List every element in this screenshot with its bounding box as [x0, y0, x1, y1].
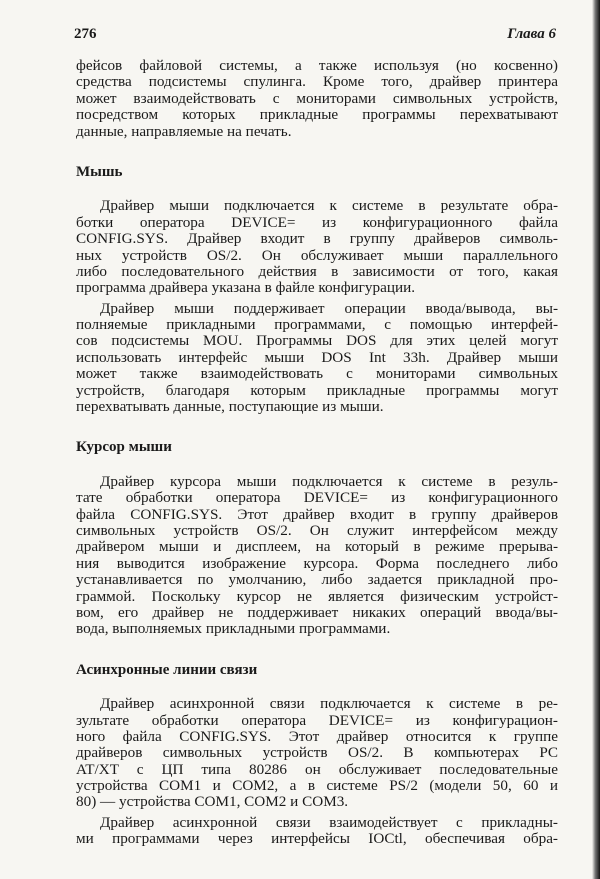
page-spine-edge: [592, 0, 600, 879]
text-line: устройств, благодаря которым прикладные программы могут: [76, 382, 558, 399]
text-line: драйвером мыши и дисплеем, на который в режиме прерыва-: [76, 539, 558, 556]
text-line: символьных устройств OS/2. Он служит интерфейсом между: [76, 522, 558, 539]
text-line: фейсов файловой системы, а также используя (но косвенно): [76, 58, 558, 74]
text-line: либо последовательного действия в зависимости от того, какая: [76, 263, 558, 280]
section-heading-async: Асинхронные линии связи: [76, 661, 258, 678]
text-line: перехватывать данные, поступающие из мыши.: [76, 399, 384, 416]
intro-paragraph: [76, 58, 558, 140]
page-number: 276: [74, 26, 97, 42]
text-line: вом, его драйвер не поддерживает никаких операций ввода/вы-: [76, 604, 558, 621]
text-line: Драйвер асинхронной связи взаимодействует с прикладны-: [100, 814, 558, 831]
text-line: может взаимодействовать с мониторами символьных устройств,: [76, 90, 558, 107]
text-line: Драйвер мыши поддерживает операции ввода/вывода, вы-: [100, 300, 558, 317]
section-heading-mouse: Мышь: [76, 163, 123, 180]
text-line: данные, направляемые на печать.: [76, 123, 292, 140]
cursor-paragraph-1: [76, 474, 558, 638]
text-line: Драйвер асинхронной связи подключается к системе в ре-: [100, 696, 558, 713]
text-line: тате обработки оператора DEVICE= из конфигурационного: [76, 490, 558, 507]
mouse-paragraph-1: [76, 198, 558, 296]
text-line: может также взаимодействовать с мониторами символьных: [76, 366, 558, 383]
text-line: средства подсистемы спулинга. Кроме того, драйвер принтера: [76, 74, 558, 91]
text-line: граммой. Поскольку курсор не является физическим устройст-: [76, 588, 558, 605]
text-line: использовать интерфейс мыши DOS Int 33h. Драйвер мыши: [76, 349, 558, 366]
page-body: [76, 58, 558, 848]
text-line: 80) — устройства COM1, COM2 и COM3.: [76, 794, 349, 811]
text-line: устанавливается по умолчанию, либо задается прикладной про-: [76, 572, 558, 589]
text-line: вода, выполняемых прикладными программами.: [76, 621, 391, 638]
mouse-paragraph-2: [76, 301, 558, 416]
text-line: ния выводится изображение курсора. Форма последнего либо: [76, 555, 558, 572]
text-line: файла CONFIG.SYS. Этот драйвер входит в группу драйверов: [76, 506, 558, 523]
text-line: CONFIG.SYS. Драйвер входит в группу драйверов символь-: [76, 231, 558, 248]
async-paragraph-1: [76, 696, 558, 811]
async-paragraph-2: [76, 815, 558, 848]
text-line: ных устройств OS/2. Он обслуживает мыши параллельного: [76, 247, 558, 264]
text-line: сов подсистемы MOU. Программы DOS для этих целей могут: [76, 333, 558, 350]
text-line: ботки оператора DEVICE= из конфигурационного файла: [76, 214, 558, 231]
text-line: драйверов символьных устройств OS/2. В компьютерах PC: [76, 745, 558, 762]
text-line: устройства COM1 и COM2, а в системе PS/2 (модели 50, 60 и: [76, 778, 558, 795]
text-line: полняемые прикладными программами, с помощью интерфей-: [76, 317, 558, 334]
text-line: Драйвер мыши подключается к системе в результате обра-: [100, 198, 558, 215]
text-line: зультате обработки оператора DEVICE= из конфигурацион-: [76, 712, 558, 729]
text-line: ми программами через интерфейсы IOCtl, обеспечивая обра-: [76, 831, 558, 848]
text-line: ного файла CONFIG.SYS. Этот драйвер относится к группе: [76, 728, 558, 745]
text-line: посредством которых прикладные программы перехватывают: [76, 107, 558, 124]
section-heading-cursor: Курсор мыши: [76, 439, 172, 456]
text-line: Драйвер курсора мыши подключается к системе в резуль-: [100, 473, 558, 490]
text-line: AT/XT с ЦП типа 80286 он обслуживает последовательные: [76, 761, 558, 778]
text-line: программа драйвера указана в файле конфигурации.: [76, 280, 415, 297]
chapter-title: Глава 6: [507, 26, 556, 42]
